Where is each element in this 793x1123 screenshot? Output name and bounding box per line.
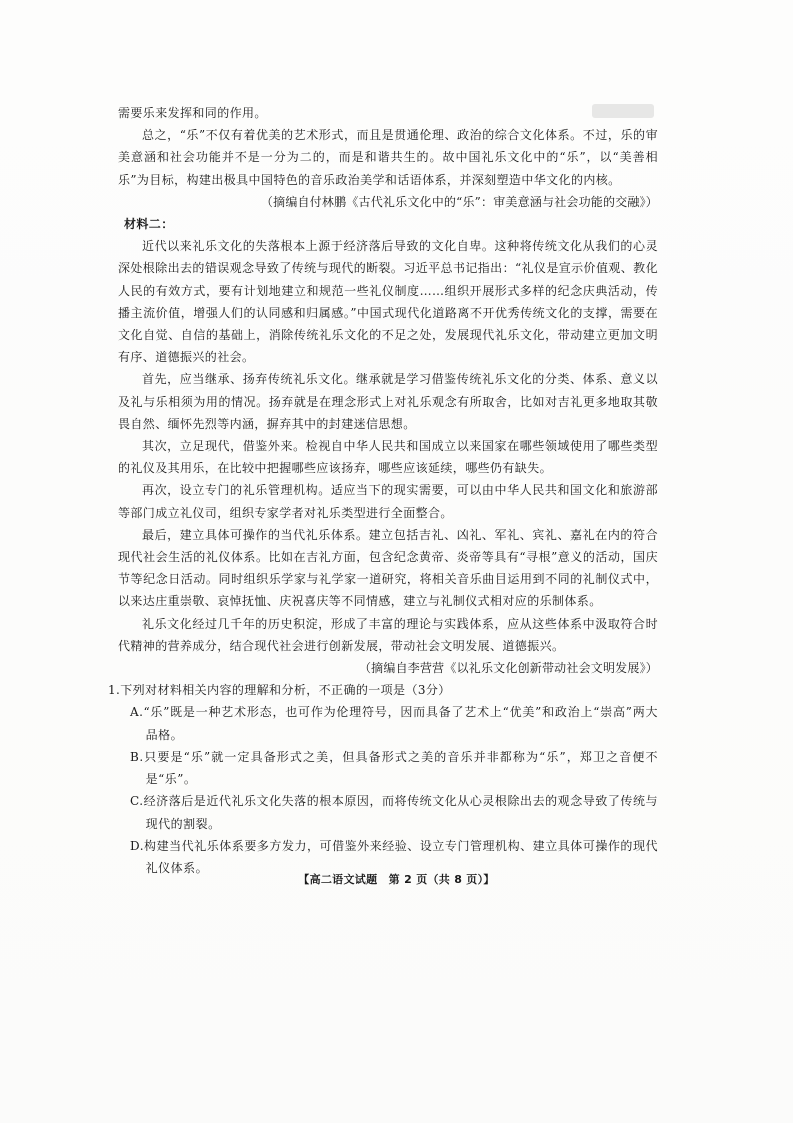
material-2-paragraph: 最后，建立具体可操作的当代礼乐体系。建立包括吉礼、凶礼、军礼、宾礼、嘉礼在内的符合现代社会生活的礼仪体系。比如在吉礼方面，包含纪念黄帝、炎帝等具有“寻根”意义的活动，国庆节等纪念日活动。同时组织乐学家与礼学家一道研究，将相关音乐曲目运用到不同的礼制仪式中，以来达庄重崇敬、哀悼抚恤、庆祝喜庆等不同情感，建立与礼制仪式相对应的乐制体系。 [118, 527, 658, 609]
question-1-stem: 1.下列对材料相关内容的理解和分析，不正确的一项是（3分） [108, 683, 451, 698]
page-content [108, 102, 658, 879]
material-2-paragraph: 首先，应当继承、扬弃传统礼乐文化。继承就是学习借鉴传统礼乐文化的分类、体系、意义以及礼与乐相须为用的情况。扬弃就是在理念形式上对礼乐观念有所取舍，比如对吉礼更多地取其敬畏自然、缅怀先烈等内涵，摒弃其中的封建迷信思想。 [118, 372, 658, 431]
material-2-paragraph: 礼乐文化经过几千年的历史积淀，形成了丰富的理论与实践体系，应从这些体系中汲取符合时代精神的营养成分，结合现代社会进行创新发展，带动社会文明发展、道德振兴。 [118, 616, 658, 653]
source-citation-2: （摘编自李营营《以礼乐文化创新带动社会文明发展》） [358, 661, 658, 676]
material-2-paragraph: 近代以来礼乐文化的失落根本上源于经济落后导致的文化自卑。这种将传统文化从我们的心灵深处根除出去的错误观念导致了传统与现代的断裂。习近平总书记指出：“礼仪是宣示价值观、教化人民的有效方式，要有计划地建立和规范一些礼仪制度……组织开展形式多样的纪念庆典活动，传播主流价值，增强人们的认同感和归属感。”中国式现代化道路离不开优秀传统文化的支撑，需要在文化自觉、自信的基础上，消除传统礼乐文化的不足之处，发展现代礼乐文化，带动建立更加文明有序、道德振兴的社会。 [118, 239, 658, 365]
question-1-option-c: C.经济落后是近代礼乐文化失落的根本原因，而将传统文化从心灵根除出去的观念导致了传统与现代的割裂。 [130, 794, 658, 831]
page-footer: 【高二语文试题 第 2 页（共 8 页）】 [298, 873, 495, 886]
material-2-paragraph: 其次，立足现代，借鉴外来。检视自中华人民共和国成立以来国家在哪些领域使用了哪些类型的礼仪及其用乐，在比较中把握哪些应该扬弃，哪些应该延续，哪些仍有缺失。 [118, 439, 658, 476]
question-1-option-b: B.只要是“乐”就一定具备形式之美，但具备形式之美的音乐并非都称为“乐”，郑卫之音便不是“乐”。 [130, 749, 658, 787]
material-2-heading: 材料二： [124, 217, 174, 232]
question-1-option-d: D.构建当代礼乐体系要多方发力，可借鉴外来经验、设立专门管理机构、建立具体可操作的现代礼仪体系。 [130, 838, 658, 875]
source-citation-1: （摘编自付林鹏《古代礼乐文化中的“乐”：审美意涵与社会功能的交融》） [260, 194, 658, 209]
paragraph-summary: 总之，“乐”不仅有着优美的艺术形式，而且是贯通伦理、政治的综合文化体系。不过，乐的审美意涵和社会功能并不是一分为二的，而是和谐共生的。故中国礼乐文化中的“乐”，以“美善相乐”为目标，构建出极具中国特色的音乐政治美学和话语体系，并深刻塑造中华文化的内核。 [118, 128, 658, 187]
paragraph-continuation: 需要乐来发挥和同的作用。 [118, 106, 267, 120]
question-1-option-a: A.“乐”既是一种艺术形态，也可作为伦理符号，因而具备了艺术上“优美”和政治上“崇高”两大品格。 [130, 705, 658, 742]
material-2-paragraph: 再次，设立专门的礼乐管理机构。适应当下的现实需要，可以由中华人民共和国文化和旅游部等部门成立礼仪司，组织专家学者对礼乐类型进行全面整合。 [118, 483, 658, 520]
